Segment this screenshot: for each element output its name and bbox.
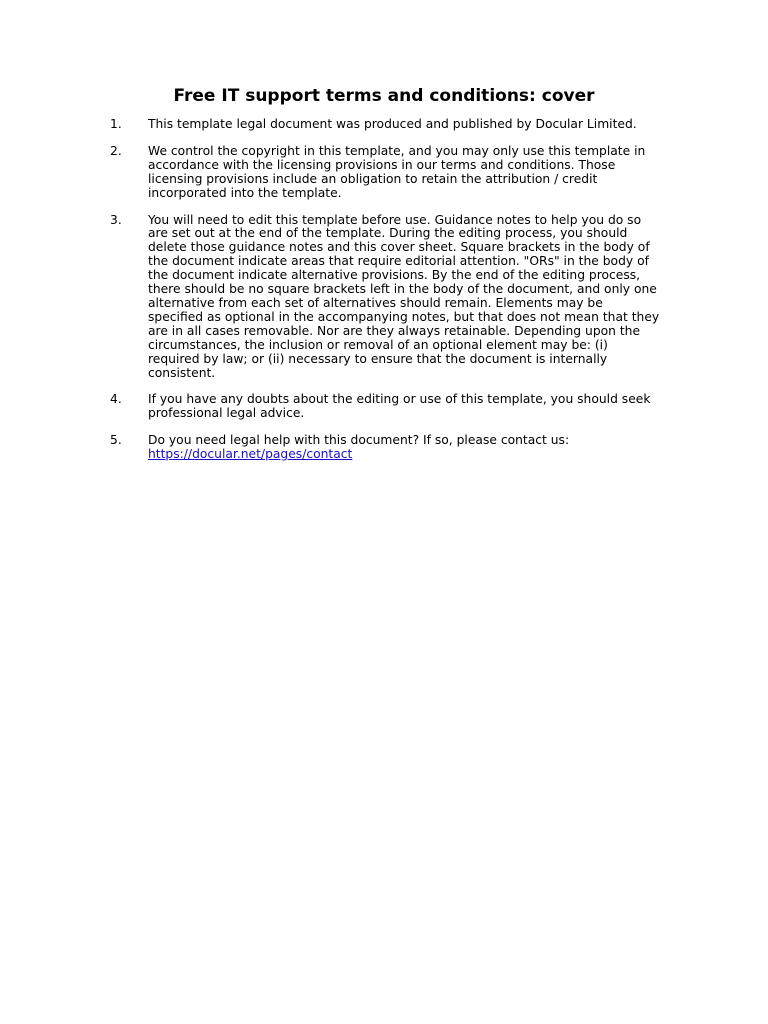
item-text: You will need to edit this template before use. Guidance notes to help you do so are set out at the end of the template. During the editing process, you should delete those guidance notes and this cover sheet. Square brackets in the body of the document indicate areas that require editorial attention. "ORs" in the body of the document indicate alternative provisions. By the end of the editing process, there should be no square brackets left in the body of the document, and only one alternative from each set of alternatives should remain. Elements may be specified as optional in the accompanying notes, but that does not mean that they are in all cases removable. Nor are they always retainable. Depending upon the circumstances, the inclusion or removal of an optional element may be: (i) required by law; or (ii) necessary to ensure that the document is internally consistent. [148, 212, 660, 380]
item-number: 3. [110, 212, 122, 227]
list-item-4 [110, 393, 660, 421]
list-item-3 [110, 214, 660, 381]
list-item-5 [110, 434, 660, 462]
item-text: If you have any doubts about the editing or use of this template, you should seek professional legal advice. [148, 392, 651, 421]
list-item-1 [110, 118, 660, 132]
document-title: Free IT support terms and conditions: cover [173, 86, 595, 106]
item-text: We control the copyright in this template, and you may only use this template in accordance with the licensing provisions in our terms and conditions. Those licensing provisions include an obligation to retain the attribution / credit incorporated into the template. [148, 143, 646, 200]
item-text: This template legal document was produced and published by Docular Limited. [148, 117, 637, 131]
item-number: 5. [110, 433, 122, 448]
item-number: 2. [110, 143, 122, 158]
contact-prompt: Do you need legal help with this document? If so, please contact us: [148, 433, 570, 448]
item-number: 1. [110, 117, 122, 131]
item-text [148, 434, 660, 462]
cover-notes-list [110, 118, 660, 475]
contact-link[interactable]: https://docular.net/pages/contact [148, 447, 353, 462]
item-number: 4. [110, 392, 122, 407]
list-item-2 [110, 145, 660, 201]
